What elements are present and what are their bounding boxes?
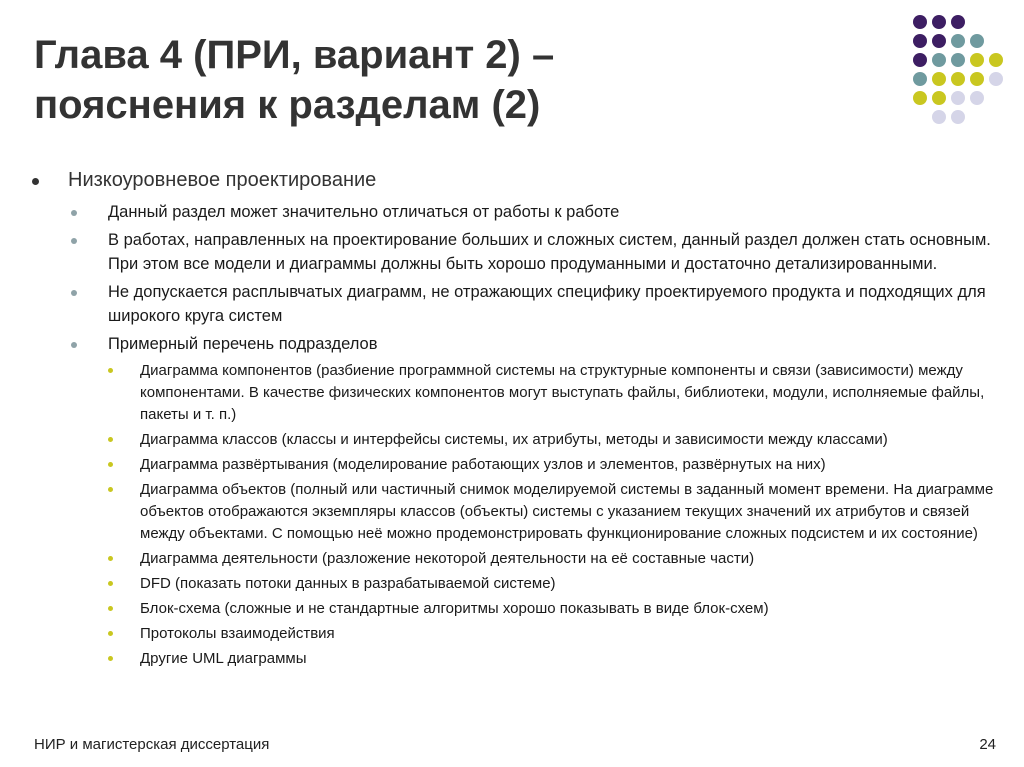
bullet-dot-icon: [108, 368, 113, 373]
bullet-dot-icon: [108, 556, 113, 561]
decor-dot-icon: [932, 15, 946, 29]
list-item-text: Данный раздел может значительно отличаться от работы к работе: [108, 203, 620, 221]
bullet-dot-icon: [108, 581, 113, 586]
bullet-heading: [28, 166, 1008, 194]
sub-list-item-text: Диаграмма классов (классы и интерфейсы системы, их атрибуты, методы и зависимости между классами): [140, 431, 888, 448]
list-item: [28, 280, 1008, 328]
decor-dot-icon: [951, 91, 965, 105]
sub-list-item-text: Диаграмма объектов (полный или частичный снимок моделируемой системы в заданный момент времени. На диаграмме объектов отображаются экземпляры классов (объекты) системы с указанием текущих значений их атрибутов и связей между объектами. С помощью неё можно продемонстрировать функционирование сложных подсистем и их состояние): [140, 481, 994, 542]
decor-dot-icon: [932, 34, 946, 48]
sub-list-item: [28, 454, 1008, 476]
decor-dot-icon: [989, 72, 1003, 86]
sub-list-item: [28, 598, 1008, 620]
sub-list-item-text: Другие UML диаграммы: [140, 650, 307, 667]
sub-list-item: [28, 479, 1008, 545]
decor-dot-icon: [989, 53, 1003, 67]
sub-list-item: [28, 623, 1008, 645]
decor-dot-icon: [951, 34, 965, 48]
sub-list-item-text: Протоколы взаимодействия: [140, 625, 335, 642]
decor-dot-icon: [932, 53, 946, 67]
bullet-dot-icon: [108, 656, 113, 661]
decor-dot-icon: [913, 53, 927, 67]
bullet-dot-icon: [71, 210, 77, 216]
sub-list-item: [28, 648, 1008, 670]
slide-title: [34, 30, 874, 130]
bullet-dot-icon: [108, 487, 113, 492]
page-number: 24: [979, 736, 996, 753]
title-line-1: Глава 4 (ПРИ, вариант 2) –: [34, 33, 555, 77]
bullet-dot-icon: [108, 437, 113, 442]
sub-list-item-text: Диаграмма деятельности (разложение некоторой деятельности на её составные части): [140, 550, 755, 567]
bullet-dot-icon: [108, 631, 113, 636]
decor-dot-icon: [932, 91, 946, 105]
decor-dot-icon: [951, 72, 965, 86]
list-item: [28, 200, 1008, 224]
sub-list-item: [28, 573, 1008, 595]
list-item: [28, 228, 1008, 276]
sub-list-item-text: Диаграмма компонентов (разбиение программной системы на структурные компоненты и связи (зависимости) между компонентами. В качестве физических компонентов могут выступать файлы, библиотеки, модули, исполняемые файлы, пакеты и т. п.): [140, 362, 985, 423]
decor-dot-icon: [951, 15, 965, 29]
bullet-dot-icon: [108, 462, 113, 467]
decor-dot-icon: [970, 34, 984, 48]
footer-text: НИР и магистерская диссертация: [34, 736, 270, 753]
title-line-2: пояснения к разделам (2): [34, 83, 541, 127]
list-item-text: Примерный перечень подразделов: [108, 335, 378, 353]
sub-list-item: [28, 548, 1008, 570]
sub-list-item-text: Блок-схема (сложные и не стандартные алгоритмы хорошо показывать в виде блок-схем): [140, 600, 769, 617]
decor-dot-icon: [913, 15, 927, 29]
bullet-dot-icon: [71, 342, 77, 348]
sub-list-item: [28, 429, 1008, 451]
slide-content: [28, 166, 1008, 673]
decor-dot-icon: [913, 72, 927, 86]
bullet-dot-icon: [71, 238, 77, 244]
list-item-text: В работах, направленных на проектирование больших и сложных систем, данный раздел должен стать основным. При этом все модели и диаграммы должны быть хорошо продуманными и достаточно детализированными.: [108, 231, 991, 273]
bullet-dot-icon: [71, 290, 77, 296]
sub-list-item: [28, 360, 1008, 426]
decor-dot-icon: [913, 91, 927, 105]
list-item: [28, 332, 1008, 356]
decor-dot-icon: [951, 110, 965, 124]
decor-dot-icon: [932, 72, 946, 86]
decor-dot-icon: [932, 110, 946, 124]
bullet-dot-icon: [32, 178, 39, 185]
bullet-dot-icon: [108, 606, 113, 611]
sub-list-item-text: Диаграмма развёртывания (моделирование работающих узлов и элементов, развёрнутых на них): [140, 456, 826, 473]
decor-dot-icon: [970, 91, 984, 105]
sub-list-item-text: DFD (показать потоки данных в разрабатываемой системе): [140, 575, 556, 592]
bullet-heading-text: Низкоуровневое проектирование: [68, 169, 377, 191]
decor-dot-icon: [951, 53, 965, 67]
decor-dot-icon: [913, 34, 927, 48]
decor-dot-icon: [970, 72, 984, 86]
list-item-text: Не допускается расплывчатых диаграмм, не отражающих специфику проектируемого продукта и подходящих для широкого круга систем: [108, 283, 986, 325]
decor-dot-icon: [970, 53, 984, 67]
